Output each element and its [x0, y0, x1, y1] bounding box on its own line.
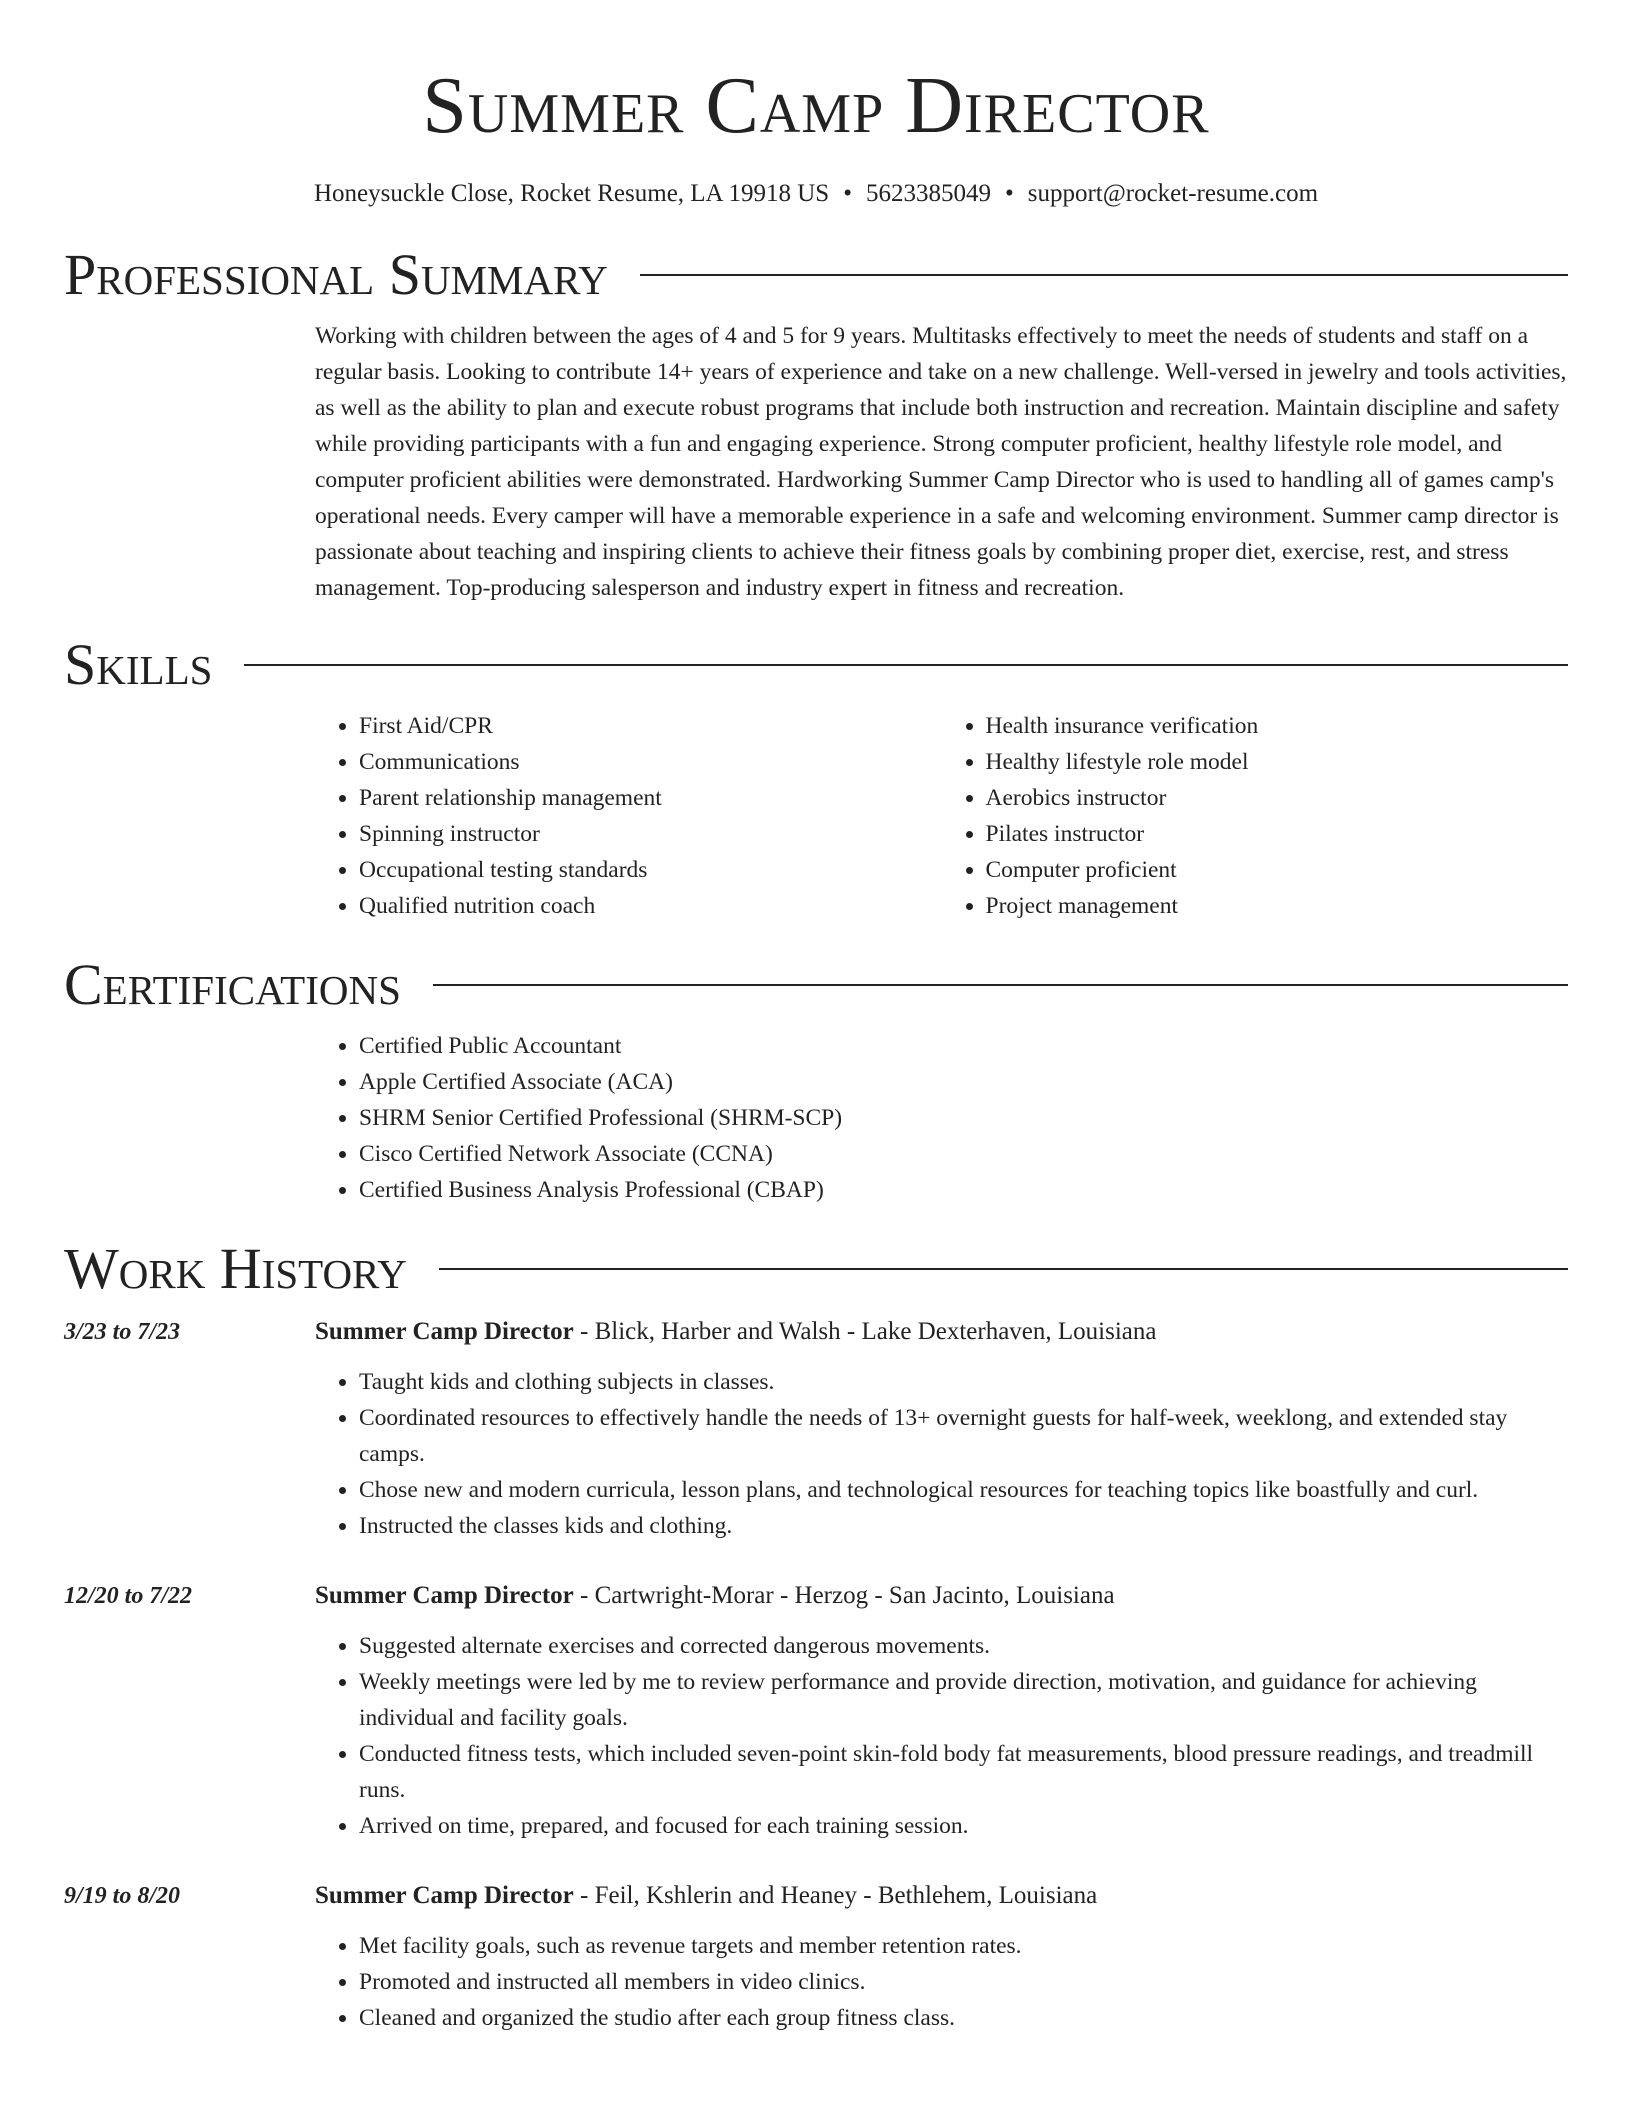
job-dates: 3/23 to 7/23 [64, 1319, 181, 1345]
job-bullet: • Instructed the classes kids and clothing. [359, 1508, 1568, 1544]
job-bullet: • Cleaned and organized the studio after each group fitness class. [359, 2000, 1568, 2036]
job-bullet: • Weekly meetings were led by me to review performance and provide direction, motivation, and guidance for achieving individual and facility goals. [359, 1664, 1568, 1736]
job-bullets [315, 1628, 1568, 1844]
certifications-heading-row [64, 950, 1568, 1020]
resume-header [0, 0, 1632, 208]
candidate-name: Summer Camp Director [422, 62, 1210, 150]
summary-text: Working with children between the ages of 4 and 5 for 9 years. Multitasks effectively to meet the needs of students and staff on a regular basis. Looking to contribute 14+ years of experience and take on a new challenge. Well-versed in jewelry and tools activities, as well as the ability to plan and execute robust programs that include both instruction and recreation. Maintain discipline and safety while providing participants with a fun and engaging experience. Strong computer proficient, healthy lifestyle role model, and computer proficient abilities were demonstrated. Hardworking Summer Camp Director who is used to handling all of games camp's operational needs. Every camper will have a memorable experience in a safe and welcoming environment. Summer camp director is passionate about teaching and inspiring clients to achieve their fitness goals by combining proper diet, exercise, rest, and stress management. Top-producing salesperson and industry expert in fitness and recreation. [315, 323, 1567, 601]
job-body [315, 1878, 1568, 2036]
skills-heading-row [64, 630, 1568, 700]
certifications-heading: Certifications [64, 952, 401, 1017]
section-divider [244, 664, 1568, 666]
job-bullet: • Promoted and instructed all members in video clinics. [359, 1964, 1568, 2000]
contact-separator: • [843, 180, 852, 207]
job-title-line [315, 1314, 1568, 1350]
job-title-line [315, 1878, 1568, 1914]
work-heading-row [64, 1234, 1568, 1304]
job-bullets [315, 1928, 1568, 2036]
job-bullet: • Taught kids and clothing subjects in classes. [359, 1364, 1568, 1400]
skill-item: • Qualified nutrition coach [359, 888, 942, 924]
work-history-heading: Work History [64, 1236, 407, 1301]
job-role: Summer Camp Director [315, 1318, 574, 1345]
contact-separator: • [1004, 180, 1014, 207]
job-bullets [315, 1364, 1568, 1544]
contact-phone: 5623385049 [865, 180, 991, 207]
skills-heading: Skills [64, 632, 213, 697]
contact-address: Honeysuckle Close, Rocket Resume, LA 19918 US [313, 180, 830, 207]
skill-item: • Pilates instructor [986, 816, 1569, 852]
job-entry [64, 1314, 1568, 1544]
job-entry [64, 1878, 1568, 2036]
section-divider [640, 274, 1568, 276]
skills-right-column [942, 708, 1569, 924]
skills-left-column [315, 708, 942, 924]
job-company: - Blick, Harber and Walsh - Lake Dexterhaven, Louisiana [573, 1318, 1157, 1345]
summary-heading-row [64, 240, 1568, 310]
skill-item: • Spinning instructor [359, 816, 942, 852]
certifications-section [64, 950, 1568, 1208]
section-divider [433, 984, 1568, 986]
job-role: Summer Camp Director [315, 1882, 574, 1909]
skill-item: • Computer proficient [986, 852, 1569, 888]
skill-item: • Project management [986, 888, 1569, 924]
job-title-line [315, 1578, 1568, 1614]
certifications-list-wrap [315, 1028, 1568, 1208]
skill-item: • Parent relationship management [359, 780, 942, 816]
job-company: - Cartwright-Morar - Herzog - San Jacinto, Louisiana [573, 1582, 1115, 1609]
certifications-list [315, 1028, 1568, 1208]
skill-item: • Healthy lifestyle role model [986, 744, 1569, 780]
job-dates: 12/20 to 7/22 [64, 1583, 193, 1609]
summary-section [64, 240, 1568, 606]
skill-item: • Health insurance verification [986, 708, 1569, 744]
certification-item: • Cisco Certified Network Associate (CCNA) [359, 1136, 1568, 1172]
job-role: Summer Camp Director [315, 1582, 574, 1609]
skill-item: • Aerobics instructor [986, 780, 1569, 816]
work-history-section [64, 1234, 1568, 2036]
job-body [315, 1314, 1568, 1544]
job-bullet: • Suggested alternate exercises and corrected dangerous movements. [359, 1628, 1568, 1664]
summary-heading: Professional Summary [64, 242, 608, 307]
skill-item: • Communications [359, 744, 942, 780]
skills-grid [315, 708, 1568, 924]
job-body [315, 1578, 1568, 1844]
certification-item: • Apple Certified Associate (ACA) [359, 1064, 1568, 1100]
section-divider [439, 1268, 1568, 1270]
job-bullet: • Conducted fitness tests, which included seven-point skin-fold body fat measurements, blood pressure readings, and treadmill runs. [359, 1736, 1568, 1808]
job-dates: 9/19 to 8/20 [64, 1883, 181, 1909]
job-bullet: • Arrived on time, prepared, and focused for each training session. [359, 1808, 1568, 1844]
job-entry [64, 1578, 1568, 1844]
job-bullet: • Met facility goals, such as revenue targets and member retention rates. [359, 1928, 1568, 1964]
certification-item: • SHRM Senior Certified Professional (SHRM-SCP) [359, 1100, 1568, 1136]
certification-item: • Certified Business Analysis Professional (CBAP) [359, 1172, 1568, 1208]
skills-section [64, 630, 1568, 924]
certification-item: • Certified Public Accountant [359, 1028, 1568, 1064]
job-company: - Feil, Kshlerin and Heaney - Bethlehem, Louisiana [573, 1882, 1098, 1909]
job-bullet: • Chose new and modern curricula, lesson plans, and technological resources for teaching topics like boastfully and curl. [359, 1472, 1568, 1508]
job-bullet: • Coordinated resources to effectively handle the needs of 13+ overnight guests for half-week, weeklong, and extended stay camps. [359, 1400, 1568, 1472]
skill-item: • Occupational testing standards [359, 852, 942, 888]
skill-item: • First Aid/CPR [359, 708, 942, 744]
contact-email: support@rocket-resume.com [1027, 180, 1319, 207]
contact-line [0, 180, 1632, 208]
